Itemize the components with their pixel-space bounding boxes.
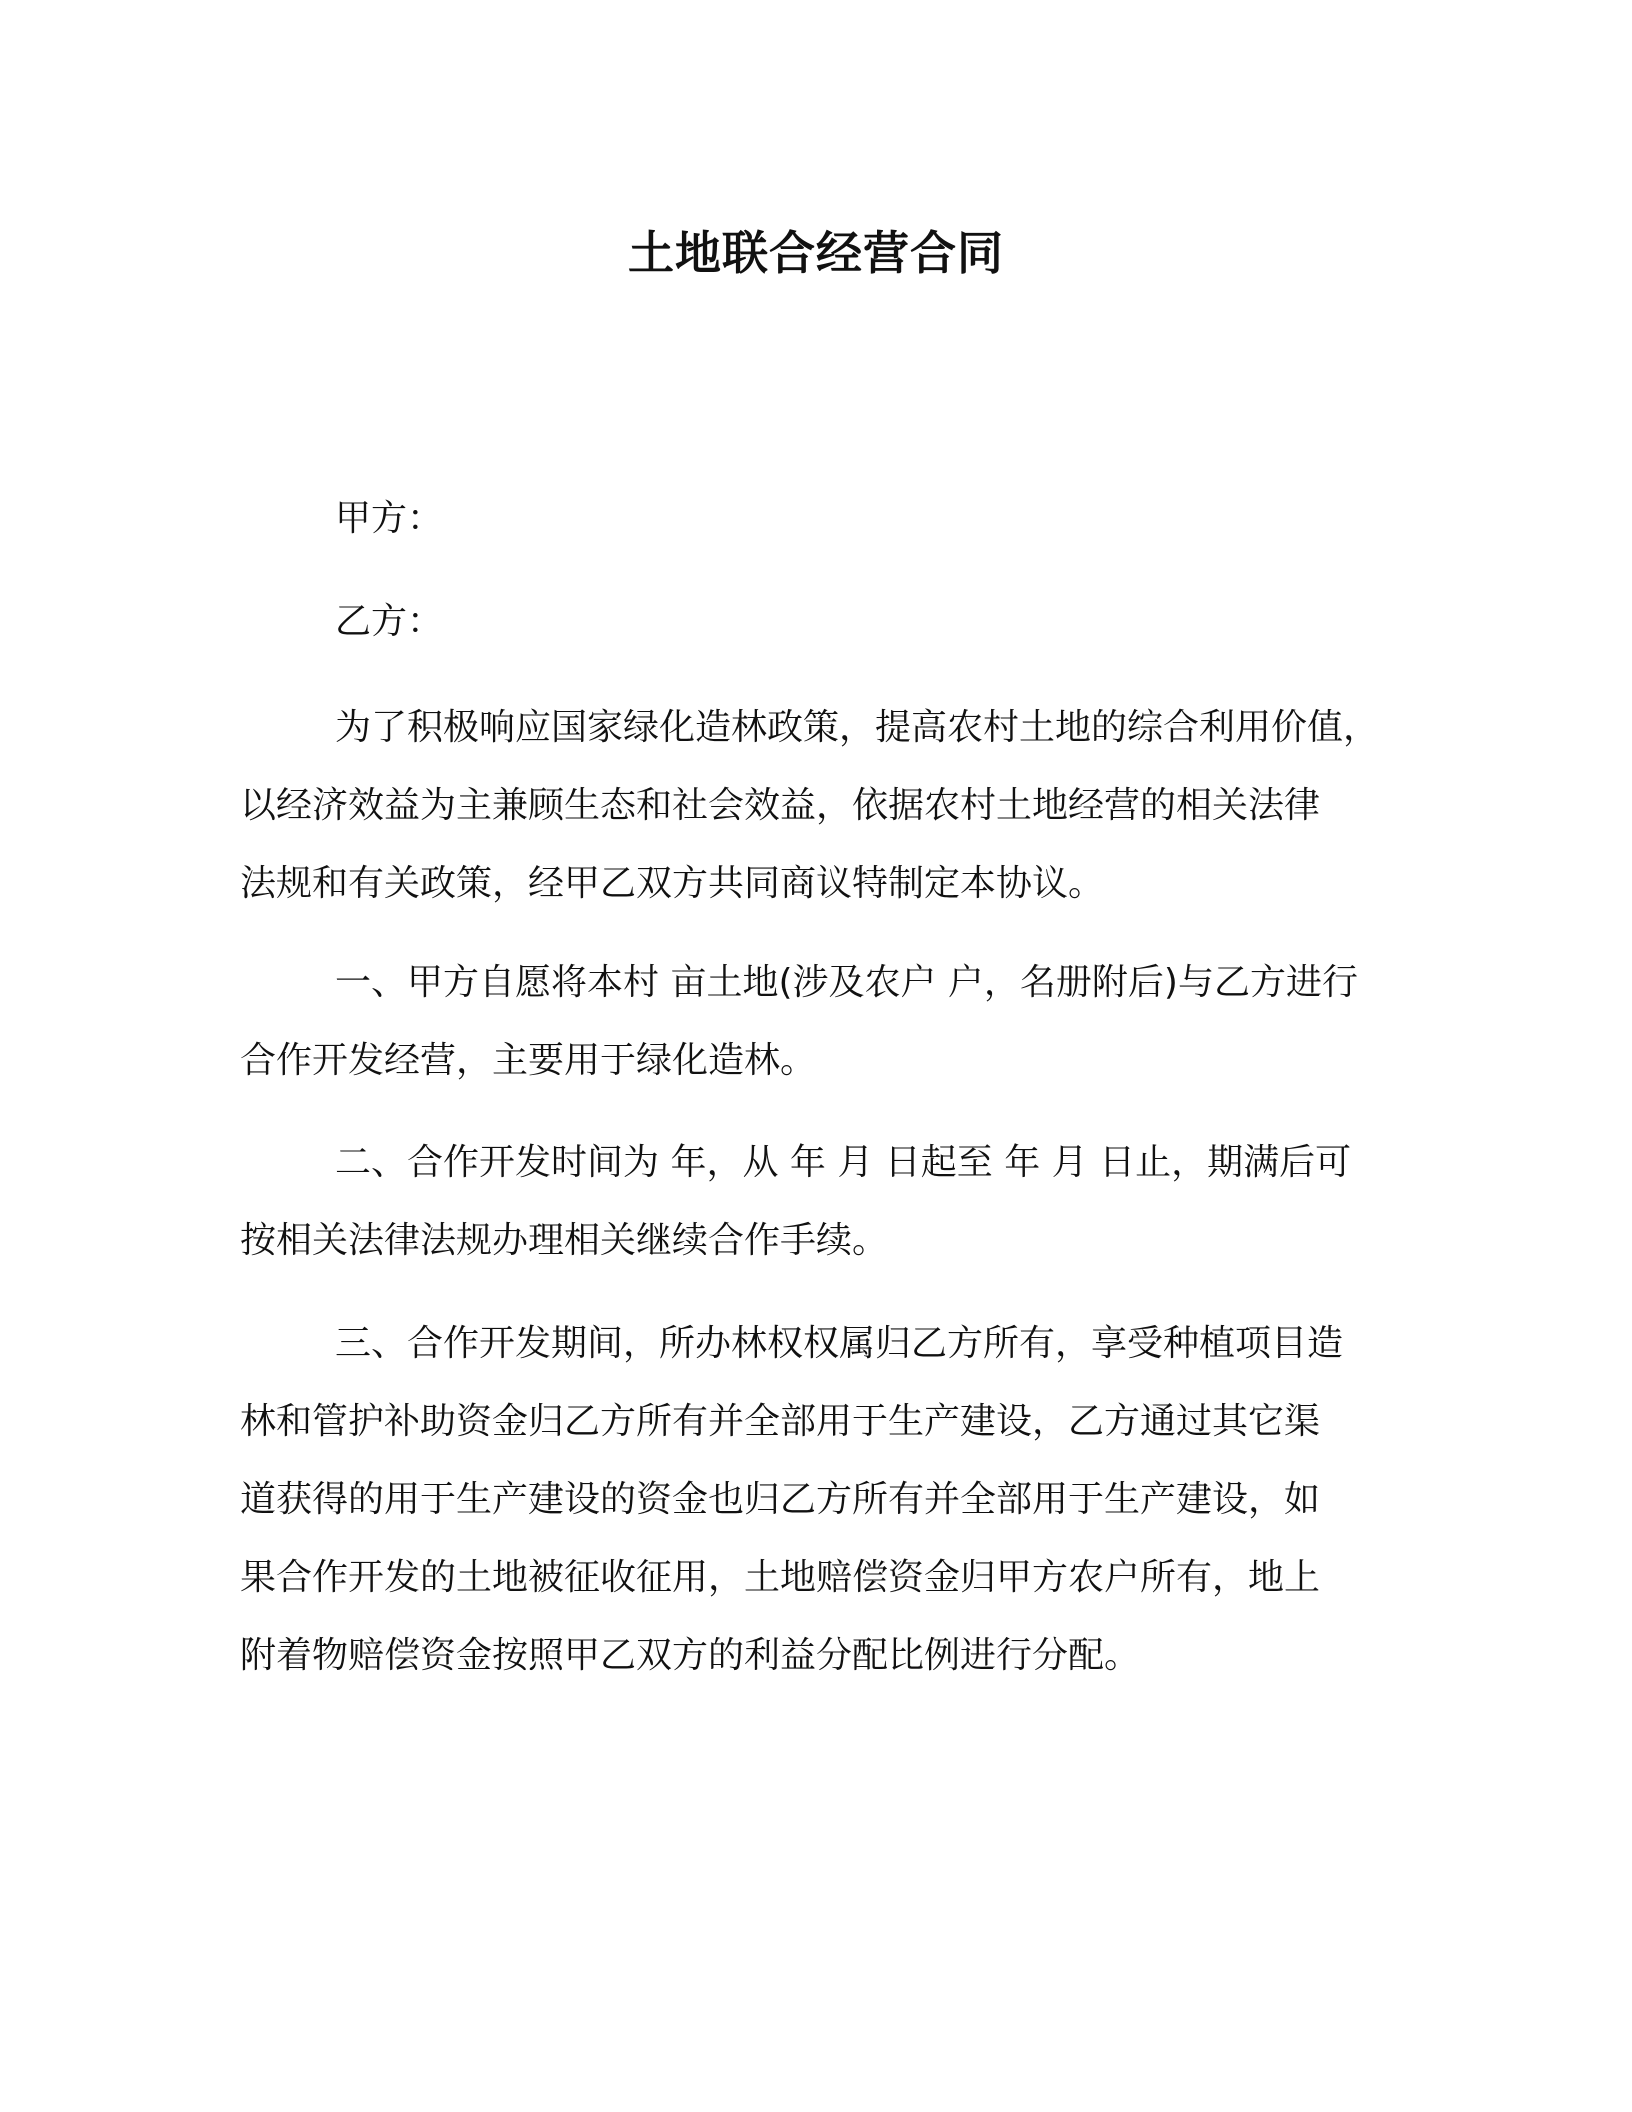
clause-2-line: 二、合作开发时间为 年，从 年 月 日起至 年 月 日止，期满后可 bbox=[335, 1142, 1352, 1183]
clause-1-paragraph bbox=[240, 944, 1400, 1100]
intro-line: 以经济效益为主兼顾生态和社会效益，依据农村土地经营的相关法律 bbox=[240, 785, 1321, 826]
page-title: 土地联合经营合同 bbox=[628, 226, 1004, 280]
clause-1-line: 合作开发经营，主要用于绿化造林。 bbox=[240, 1040, 817, 1081]
clause-3-line: 果合作开发的土地被征收征用，土地赔偿资金归甲方农户所有，地上 bbox=[240, 1557, 1321, 1598]
clause-2-line: 按相关法律法规办理相关继续合作手续。 bbox=[240, 1220, 889, 1261]
party-b-label: 乙方： bbox=[335, 601, 444, 642]
clause-3-line: 林和管护补助资金归乙方所有并全部用于生产建设，乙方通过其它渠 bbox=[240, 1401, 1321, 1442]
clause-2-paragraph bbox=[240, 1124, 1400, 1280]
intro-line: 为了积极响应国家绿化造林政策，提高农村土地的综合利用价值， bbox=[335, 707, 1380, 748]
clause-1-line: 一、甲方自愿将本村 亩土地(涉及农户 户，名册附后)与乙方进行 bbox=[335, 962, 1358, 1003]
clause-3-line: 附着物赔偿资金按照甲乙双方的利益分配比例进行分配。 bbox=[240, 1635, 1141, 1676]
intro-line: 法规和有关政策，经甲乙双方共同商议特制定本协议。 bbox=[240, 863, 1105, 904]
clause-3-line: 三、合作开发期间，所办林权权属归乙方所有，享受种植项目造 bbox=[335, 1323, 1344, 1364]
party-a-label: 甲方： bbox=[335, 498, 444, 539]
intro-paragraph bbox=[240, 689, 1400, 923]
clause-3-line: 道获得的用于生产建设的资金也归乙方所有并全部用于生产建设，如 bbox=[240, 1479, 1321, 1520]
clause-3-paragraph bbox=[240, 1305, 1400, 1695]
